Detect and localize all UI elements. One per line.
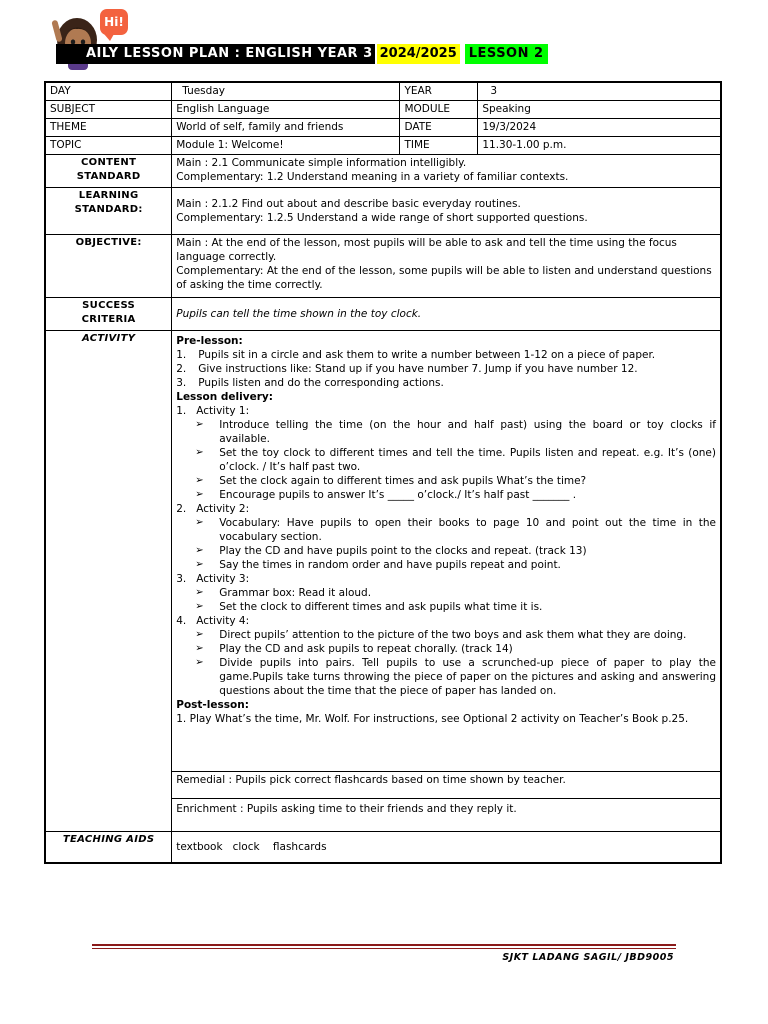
row-theme [45, 119, 721, 137]
activity-content [172, 331, 721, 772]
arrow-bullet-icon: ➢ [195, 447, 204, 458]
topic-value: Module 1: Welcome! [172, 137, 400, 155]
activity-step: ➢ Vocabulary: Have pupils to open their books to page 10 and point out the time in the vocabulary section. [195, 517, 716, 543]
learning-standard-value: Main : 2.1.2 Find out about and describe basic everyday routines. Complementary: 1.2.5 Understand a wide range of short supported questions. [172, 188, 721, 235]
activity-step: ➢ Divide pupils into pairs. Tell pupils to use a scrunched-up piece of paper to play the game.Pupils take turns throwing the piece of paper on the pictures and asking and answering questions about the time that the piece of paper has landed on. [195, 657, 716, 697]
footer-school-code: SJKT LADANG SAGIL/ JBD9005 [502, 952, 674, 963]
year-value: 3 [478, 82, 721, 101]
objective-value: Main : At the end of the lesson, most pupils will be able to ask and tell the time using the focus language correctly. Complementary: At the end of the lesson, some pupils will be able to listen and understand questions of asking the time correctly. [172, 235, 721, 298]
arrow-bullet-icon: ➢ [195, 475, 204, 486]
activity-step: ➢ Introduce telling the time (on the hour and half past) using the board or toy clocks if available. [195, 419, 716, 445]
activity-step: ➢ Encourage pupils to answer It’s _____ o’clock./ It’s half past _______ . [195, 489, 577, 501]
activities-list [176, 404, 716, 698]
arrow-bullet-icon: ➢ [195, 587, 204, 598]
arrow-bullet-icon: ➢ [195, 601, 204, 612]
arrow-bullet-icon: ➢ [195, 545, 204, 556]
title-year-badge: 2024/2025 [377, 44, 460, 64]
arrow-bullet-icon: ➢ [195, 559, 204, 570]
time-value: 11.30-1.00 p.m. [478, 137, 721, 155]
pre-lesson-list [176, 348, 716, 390]
activity-step: ➢ Set the toy clock to different times and tell the time. Pupils listen and repeat. e.g. It’s (one) o’clock. / It’s half past two. [195, 447, 716, 473]
learning-standard-label: LEARNING STANDARD: [45, 188, 172, 235]
content-standard-label: CONTENT STANDARD [45, 155, 172, 188]
row-day [45, 82, 721, 101]
activity-step: ➢ Grammar box: Read it aloud. [195, 587, 372, 599]
footer-rule-thin [92, 948, 676, 949]
success-criteria-value: Pupils can tell the time shown in the toy clock. [172, 298, 721, 331]
enrichment-value: Enrichment : Pupils asking time to their friends and they reply it. [172, 799, 721, 832]
arrow-bullet-icon: ➢ [195, 629, 204, 640]
arrow-bullet-icon: ➢ [195, 643, 204, 654]
lesson-delivery-heading: Lesson delivery: [176, 391, 273, 403]
remedial-value: Remedial : Pupils pick correct flashcards based on time shown by teacher. [172, 772, 721, 799]
theme-label: THEME [45, 119, 172, 137]
day-label: DAY [45, 82, 172, 101]
activity-step: ➢ Play the CD and ask pupils to repeat chorally. (track 14) [195, 643, 513, 655]
arrow-bullet-icon: ➢ [195, 489, 204, 500]
row-topic [45, 137, 721, 155]
activity-title: 3. Activity 3: [176, 573, 250, 585]
objective-label: OBJECTIVE: [45, 235, 172, 298]
teaching-aids-value: textbook clock flashcards [172, 832, 721, 864]
row-teaching-aids [45, 832, 721, 864]
day-value: Tuesday [172, 82, 400, 101]
post-lesson-text: 1. Play What’s the time, Mr. Wolf. For instructions, see Optional 2 activity on Teacher’s Book p.25. [176, 713, 689, 725]
row-success-criteria [45, 298, 721, 331]
theme-value: World of self, family and friends [172, 119, 400, 137]
activity-step: ➢ Say the times in random order and have pupils repeat and point. [195, 559, 561, 571]
arrow-bullet-icon: ➢ [195, 517, 204, 528]
lesson-plan-table [44, 81, 722, 864]
activity-label: ACTIVITY [45, 331, 172, 832]
date-value: 19/3/2024 [478, 119, 721, 137]
year-label: YEAR [400, 82, 478, 101]
date-label: DATE [400, 119, 478, 137]
hi-speech-bubble: Hi! [100, 9, 128, 35]
row-objective [45, 235, 721, 298]
module-label: MODULE [400, 101, 478, 119]
module-value: Speaking [478, 101, 721, 119]
pre-lesson-item: 2. Give instructions like: Stand up if you have number 7. Jump if you have number 12. [176, 363, 638, 375]
footer-rule [92, 944, 676, 946]
success-criteria-label: SUCCESS CRITERIA [45, 298, 172, 331]
title-lesson-badge: LESSON 2 [465, 44, 548, 64]
subject-value: English Language [172, 101, 400, 119]
subject-label: SUBJECT [45, 101, 172, 119]
teaching-aids-label: TEACHING AIDS [45, 832, 172, 864]
activity-step: ➢ Play the CD and have pupils point to the clocks and repeat. (track 13) [195, 545, 587, 557]
arrow-bullet-icon: ➢ [195, 419, 204, 430]
page-title: AILY LESSON PLAN : ENGLISH YEAR 3 [56, 44, 375, 64]
time-label: TIME [400, 137, 478, 155]
activity-title: 1. Activity 1: [176, 405, 250, 417]
activity-step: ➢ Set the clock to different times and ask pupils what time it is. [195, 601, 543, 613]
activity-step: ➢ Set the clock again to different times and ask pupils What’s the time? [195, 475, 587, 487]
row-subject [45, 101, 721, 119]
page-header [56, 44, 548, 64]
content-standard-value: Main : 2.1 Communicate simple information intelligibly. Complementary: 1.2 Understand meaning in a variety of familiar contexts. [172, 155, 721, 188]
pre-lesson-heading: Pre-lesson: [176, 335, 243, 347]
row-activity [45, 331, 721, 772]
activity-title: 4. Activity 4: [176, 615, 250, 627]
post-lesson-heading: Post-lesson: [176, 699, 249, 711]
topic-label: TOPIC [45, 137, 172, 155]
row-learning-standard [45, 188, 721, 235]
activity-step: ➢ Direct pupils’ attention to the picture of the two boys and ask them what they are doing. [195, 629, 687, 641]
pre-lesson-item: 3. Pupils listen and do the corresponding actions. [176, 377, 444, 389]
row-content-standard [45, 155, 721, 188]
activity-title: 2. Activity 2: [176, 503, 250, 515]
pre-lesson-item: 1. Pupils sit in a circle and ask them to write a number between 1-12 on a piece of paper. [176, 349, 656, 361]
arrow-bullet-icon: ➢ [195, 657, 204, 668]
